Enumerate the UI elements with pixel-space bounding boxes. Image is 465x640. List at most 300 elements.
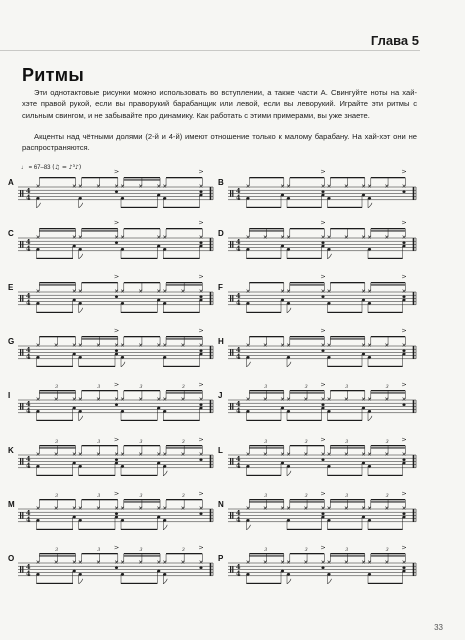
example-i-bass-note <box>73 407 76 409</box>
example-h-beam <box>330 338 365 339</box>
example-o-accent <box>199 546 203 549</box>
example-e-beam <box>166 282 202 283</box>
example-j-beam <box>247 420 282 421</box>
example-h-clef <box>230 349 231 355</box>
example-a-beam <box>163 207 199 208</box>
example-o-beam <box>82 553 118 554</box>
example-p-beam <box>371 553 406 554</box>
example-p-bass-note <box>287 573 290 575</box>
example-j-triplet-mark: 3 <box>304 385 308 390</box>
example-i-time-sig: 4 <box>26 400 31 409</box>
example-k-bass-note <box>157 462 160 464</box>
example-j-bass-note <box>362 407 365 409</box>
example-k-beam <box>124 445 160 446</box>
example-n-time-sig: 4 <box>236 509 241 518</box>
example-d-label: D <box>218 229 224 238</box>
example-j-beam <box>249 390 283 391</box>
example-d-bass-note <box>368 248 371 250</box>
example-j-bass-note <box>281 407 284 409</box>
example-e-beam <box>163 312 199 313</box>
example-l-accent <box>321 438 325 441</box>
example-n-bass-note <box>402 516 405 518</box>
example-k-accent <box>115 438 119 441</box>
example-o-snare-note <box>115 567 118 569</box>
example-e-beam <box>39 284 75 285</box>
example-f-bass-note <box>402 299 405 301</box>
example-b-bass-note <box>368 197 371 199</box>
example-k-time-sig: 4 <box>26 461 31 470</box>
example-k-bass-note <box>73 462 76 464</box>
example-b-bass-note <box>287 197 290 199</box>
example-k-bass-note <box>36 465 39 467</box>
example-n-bass-note <box>287 519 290 521</box>
example-l-beam <box>368 475 403 476</box>
example-l-beam <box>371 447 406 448</box>
example-h-beam <box>330 336 365 337</box>
example-p-clef <box>230 566 231 572</box>
example-n-beam <box>249 499 283 500</box>
example-d-beam <box>287 258 322 259</box>
example-l-triplet-mark: 3 <box>385 440 389 445</box>
example-n-beam <box>328 529 363 530</box>
example-i-accent <box>115 383 119 386</box>
example-d-bass-note <box>281 245 284 247</box>
example-m-triplet-mark: 3 <box>181 494 185 499</box>
example-l-beam <box>330 445 365 446</box>
example-n-beam <box>330 501 365 502</box>
example-e-bass-note <box>36 302 39 304</box>
example-g-beam <box>163 366 199 367</box>
example-h-time-sig: 4 <box>236 352 241 361</box>
example-e-bass-note <box>157 299 160 301</box>
example-h-snare-note <box>321 350 324 352</box>
example-m-triplet-mark: 3 <box>55 494 58 499</box>
example-j-snare-note <box>321 404 324 406</box>
page-number: 33 <box>434 623 443 632</box>
example-d-accent <box>321 221 325 224</box>
example-c-accent <box>115 221 119 224</box>
example-d-beam <box>249 230 283 231</box>
example-j-label: J <box>218 391 223 400</box>
example-a-snare-note <box>115 191 118 193</box>
example-i-beam <box>163 420 199 421</box>
example-g-bass-note <box>199 353 202 355</box>
example-f-bass-note <box>246 302 249 304</box>
example-f-beam <box>290 284 325 285</box>
example-j-clef <box>230 403 231 409</box>
example-b-clef <box>232 190 233 196</box>
example-i-triplet-mark: 3 <box>139 385 143 390</box>
example-k-bass-note <box>121 465 124 467</box>
example-l-triplet-mark: 3 <box>345 440 349 445</box>
example-k-snare-note <box>199 459 202 461</box>
example-m-bass-note <box>121 519 124 521</box>
example-e-beam <box>166 284 202 285</box>
example-f-beam <box>371 284 406 285</box>
example-b-snare-note <box>321 191 324 193</box>
example-b-beam <box>328 207 363 208</box>
example-o-triplet-mark: 3 <box>139 548 143 553</box>
example-g-bass-note <box>79 356 82 358</box>
example-i-beam <box>39 392 75 393</box>
example-p-triplet-mark: 3 <box>264 548 268 553</box>
example-b-beam <box>371 177 406 178</box>
example-i-bass-note <box>163 410 166 412</box>
example-e-label: E <box>8 283 14 292</box>
example-c-bass-note <box>36 248 39 250</box>
example-o-bass-note <box>157 570 160 572</box>
example-f-bass-note <box>281 299 284 301</box>
example-g-beam <box>39 336 75 337</box>
example-l-beam <box>371 445 406 446</box>
example-e-beam <box>82 282 118 283</box>
example-a-bass-note <box>163 197 166 199</box>
example-e-accent <box>199 275 203 278</box>
example-o-label: O <box>8 554 15 563</box>
example-c-beam <box>166 228 202 229</box>
section-title: Ритмы <box>22 65 85 85</box>
example-h-beam <box>290 336 325 337</box>
example-g-beam <box>82 338 118 339</box>
example-c-bass-note <box>73 245 76 247</box>
example-a-accent <box>115 170 119 173</box>
example-k-beam <box>166 445 202 446</box>
example-h-beam <box>368 366 403 367</box>
example-d-clef <box>230 241 231 247</box>
example-d-bass-note <box>287 248 290 250</box>
example-j-accent <box>321 383 325 386</box>
swing-indication: (♫ = ♪³♪) <box>52 164 82 171</box>
example-m-beam <box>37 529 73 530</box>
example-m-beam <box>82 499 118 500</box>
example-p-accent <box>321 546 325 549</box>
example-i-flag <box>79 416 83 421</box>
chapter-header: Глава 5 <box>370 33 419 48</box>
example-e-accent <box>115 275 119 278</box>
example-p-time-sig: 4 <box>236 563 241 572</box>
example-m-accent <box>115 492 119 495</box>
example-n-triplet-mark: 3 <box>345 494 349 499</box>
example-h-beam <box>249 336 283 337</box>
example-j-bass-note <box>327 410 330 412</box>
example-o-clef <box>20 566 21 572</box>
example-o-bass-note <box>121 573 124 575</box>
example-a-snare-note <box>199 191 202 193</box>
example-m-triplet-mark: 3 <box>97 494 101 499</box>
example-d-beam <box>247 258 282 259</box>
example-d-bass-note <box>402 245 405 247</box>
example-d-beam <box>371 230 406 231</box>
example-m-bass-note <box>79 519 82 521</box>
example-l-time-sig: 4 <box>236 461 241 470</box>
example-p-beam <box>290 553 325 554</box>
example-p-beam <box>330 555 365 556</box>
example-p-beam <box>247 583 282 584</box>
example-a-flag <box>37 203 41 208</box>
example-o-snare-note <box>199 567 202 569</box>
example-k-beam <box>79 475 115 476</box>
example-m-snare-note <box>199 513 202 515</box>
example-p-snare-note <box>402 567 405 569</box>
example-b-bass-note <box>327 197 330 199</box>
example-h-flag <box>287 362 291 367</box>
example-l-bass-note <box>246 465 249 467</box>
example-j-beam <box>371 392 406 393</box>
example-n-bass-note <box>362 516 365 518</box>
example-l-bass-note <box>402 462 405 464</box>
example-f-beam <box>371 282 406 283</box>
example-m-bass-note <box>157 516 160 518</box>
example-h-clef <box>232 349 233 355</box>
example-h-time-sig: 4 <box>236 346 241 355</box>
example-c-beam <box>82 228 118 229</box>
example-i-bass-note <box>199 407 202 409</box>
example-c-accent <box>199 221 203 224</box>
example-m-beam <box>166 499 202 500</box>
example-e-beam <box>37 312 73 313</box>
example-o-bass-note <box>79 573 82 575</box>
example-l-beam <box>328 475 363 476</box>
example-o-accent <box>115 546 119 549</box>
example-k-accent <box>199 438 203 441</box>
example-i-beam <box>37 420 73 421</box>
example-l-snare-note <box>321 459 324 461</box>
example-a-flag <box>79 203 83 208</box>
example-b-time-sig: 4 <box>236 187 241 196</box>
example-m-time-sig: 4 <box>26 515 31 524</box>
example-d-beam <box>290 228 325 229</box>
example-j-bass-note <box>287 410 290 412</box>
example-g-accent <box>115 329 119 332</box>
example-p-beam <box>371 555 406 556</box>
example-b-bass-note <box>362 194 365 196</box>
example-d-snare-note <box>321 242 324 244</box>
example-c-beam <box>121 258 157 259</box>
example-p-flag <box>287 579 291 584</box>
example-k-label: K <box>8 446 14 455</box>
example-g-clef <box>22 349 23 355</box>
example-e-flag <box>79 308 83 313</box>
example-a-label: A <box>8 178 14 187</box>
example-f-clef <box>230 295 231 301</box>
example-h-label: H <box>218 337 224 346</box>
example-p-beam <box>368 583 403 584</box>
example-l-flag <box>287 471 291 476</box>
example-i-clef <box>22 403 23 409</box>
example-f-snare-note <box>321 296 324 298</box>
example-j-beam <box>249 392 283 393</box>
example-o-triplet-mark: 3 <box>181 548 185 553</box>
example-o-time-sig: 4 <box>26 563 31 572</box>
example-e-bass-note <box>79 302 82 304</box>
example-k-beam <box>39 447 75 448</box>
example-n-beam <box>368 529 403 530</box>
example-i-snare-note <box>199 404 202 406</box>
example-h-bass-note <box>368 356 371 358</box>
accent-paragraph: Акценты над чётными долями (2-й и 4-й) имеют отношение только к малому барабану. На хай-хэт они не распространяются. <box>22 132 417 153</box>
example-c-bass-note <box>157 245 160 247</box>
example-j-beam <box>290 390 325 391</box>
example-m-bass-note <box>115 516 118 518</box>
example-k-triplet-mark: 3 <box>55 440 58 445</box>
example-a-beam <box>39 177 75 178</box>
example-f-bass-note <box>368 302 371 304</box>
example-j-bass-note <box>321 407 324 409</box>
example-l-bass-note <box>281 462 284 464</box>
example-j-time-sig: 4 <box>236 400 241 409</box>
example-k-beam <box>37 475 73 476</box>
example-g-label: G <box>8 337 15 346</box>
example-m-accent <box>199 492 203 495</box>
example-a-bass-note <box>79 197 82 199</box>
example-l-time-sig: 4 <box>236 455 241 464</box>
example-l-bass-note <box>368 465 371 467</box>
example-m-triplet-mark: 3 <box>139 494 143 499</box>
example-j-triplet-mark: 3 <box>345 385 349 390</box>
example-l-triplet-mark: 3 <box>304 440 308 445</box>
example-d-clef <box>232 241 233 247</box>
example-c-snare-note <box>115 242 118 244</box>
example-h-bass-note <box>287 356 290 358</box>
example-k-triplet-mark: 3 <box>139 440 143 445</box>
example-k-beam <box>166 447 202 448</box>
example-f-beam <box>328 312 363 313</box>
example-a-beam <box>124 179 160 180</box>
example-n-time-sig: 4 <box>236 515 241 524</box>
example-f-clef <box>232 295 233 301</box>
example-h-bass-note <box>246 356 249 358</box>
example-l-bass-note <box>327 465 330 467</box>
example-f-time-sig: 4 <box>236 292 241 301</box>
example-n-beam <box>371 501 406 502</box>
example-b-beam <box>247 207 282 208</box>
example-p-triplet-mark: 3 <box>345 548 349 553</box>
example-o-bass-note <box>36 573 39 575</box>
example-k-beam <box>39 445 75 446</box>
example-o-beam <box>39 555 75 556</box>
example-p-bass-note <box>402 570 405 572</box>
example-p-triplet-mark: 3 <box>304 548 308 553</box>
example-j-time-sig: 4 <box>236 406 241 415</box>
example-b-snare-note <box>402 191 405 193</box>
example-a-bass-note <box>36 197 39 199</box>
example-f-beam <box>249 282 283 283</box>
example-f-snare-note <box>402 296 405 298</box>
example-f-flag <box>287 308 291 313</box>
example-b-accent <box>321 170 325 173</box>
example-j-snare-note <box>402 404 405 406</box>
example-n-clef <box>232 512 233 518</box>
example-h-accent <box>321 329 325 332</box>
example-m-beam <box>121 529 157 530</box>
example-f-bass-note <box>287 302 290 304</box>
example-k-snare-note <box>115 459 118 461</box>
example-o-beam <box>39 553 75 554</box>
example-a-time-sig: 4 <box>26 193 31 202</box>
example-p-triplet-mark: 3 <box>385 548 389 553</box>
example-m-beam <box>79 529 115 530</box>
example-j-bass-note <box>246 410 249 412</box>
example-k-clef <box>20 458 21 464</box>
example-l-bass-note <box>287 465 290 467</box>
example-p-accent <box>402 546 406 549</box>
example-c-beam <box>37 258 73 259</box>
example-g-beam <box>166 338 202 339</box>
example-b-bass-note <box>246 197 249 199</box>
example-c-bass-note <box>79 248 82 250</box>
example-n-beam <box>290 499 325 500</box>
example-g-beam <box>82 336 118 337</box>
example-c-bass-note <box>121 248 124 250</box>
example-k-bass-note <box>163 465 166 467</box>
example-b-bass-note <box>281 194 284 196</box>
example-b-flag <box>368 203 372 208</box>
example-h-beam <box>290 338 325 339</box>
example-g-bass-note <box>163 356 166 358</box>
example-a-beam <box>121 207 157 208</box>
example-c-flag <box>79 254 83 259</box>
example-e-beam <box>124 282 160 283</box>
example-f-bass-note <box>327 302 330 304</box>
example-g-beam <box>79 366 115 367</box>
example-i-beam <box>166 390 202 391</box>
example-m-clef <box>22 512 23 518</box>
example-g-beam <box>166 336 202 337</box>
example-f-label: F <box>218 283 223 292</box>
example-a-bass-note <box>121 197 124 199</box>
example-e-snare-note <box>115 296 118 298</box>
example-o-beam <box>166 553 202 554</box>
example-j-bass-note <box>368 410 371 412</box>
example-b-label: B <box>218 178 224 187</box>
example-e-time-sig: 4 <box>26 292 31 301</box>
example-n-label: N <box>218 500 224 509</box>
example-c-snare-note <box>199 242 202 244</box>
example-c-beam <box>82 230 118 231</box>
example-a-clef <box>22 190 23 196</box>
example-b-beam <box>249 177 283 178</box>
example-j-triplet-mark: 3 <box>264 385 268 390</box>
example-n-accent <box>321 492 325 495</box>
example-p-bass-note <box>368 573 371 575</box>
example-e-beam <box>39 282 75 283</box>
example-g-clef <box>20 349 21 355</box>
example-p-beam <box>330 553 365 554</box>
example-o-beam <box>124 555 160 556</box>
example-n-triplet-mark: 3 <box>304 494 308 499</box>
example-f-accent <box>321 275 325 278</box>
example-i-beam <box>39 390 75 391</box>
example-m-bass-note <box>163 519 166 521</box>
example-c-clef <box>20 241 21 247</box>
example-c-clef <box>22 241 23 247</box>
example-i-beam <box>124 390 160 391</box>
example-e-time-sig: 4 <box>26 298 31 307</box>
example-b-time-sig: 4 <box>236 193 241 202</box>
example-d-snare-note <box>402 242 405 244</box>
example-p-label: P <box>218 554 224 563</box>
example-d-accent <box>402 221 406 224</box>
example-j-beam <box>287 420 322 421</box>
example-n-bass-note <box>321 516 324 518</box>
example-d-beam <box>249 228 283 229</box>
example-f-accent <box>402 275 406 278</box>
example-i-triplet-mark: 3 <box>181 385 185 390</box>
example-k-clef <box>22 458 23 464</box>
example-h-bass-note <box>362 353 365 355</box>
example-n-beam <box>371 499 406 500</box>
example-n-triplet-mark: 3 <box>385 494 389 499</box>
